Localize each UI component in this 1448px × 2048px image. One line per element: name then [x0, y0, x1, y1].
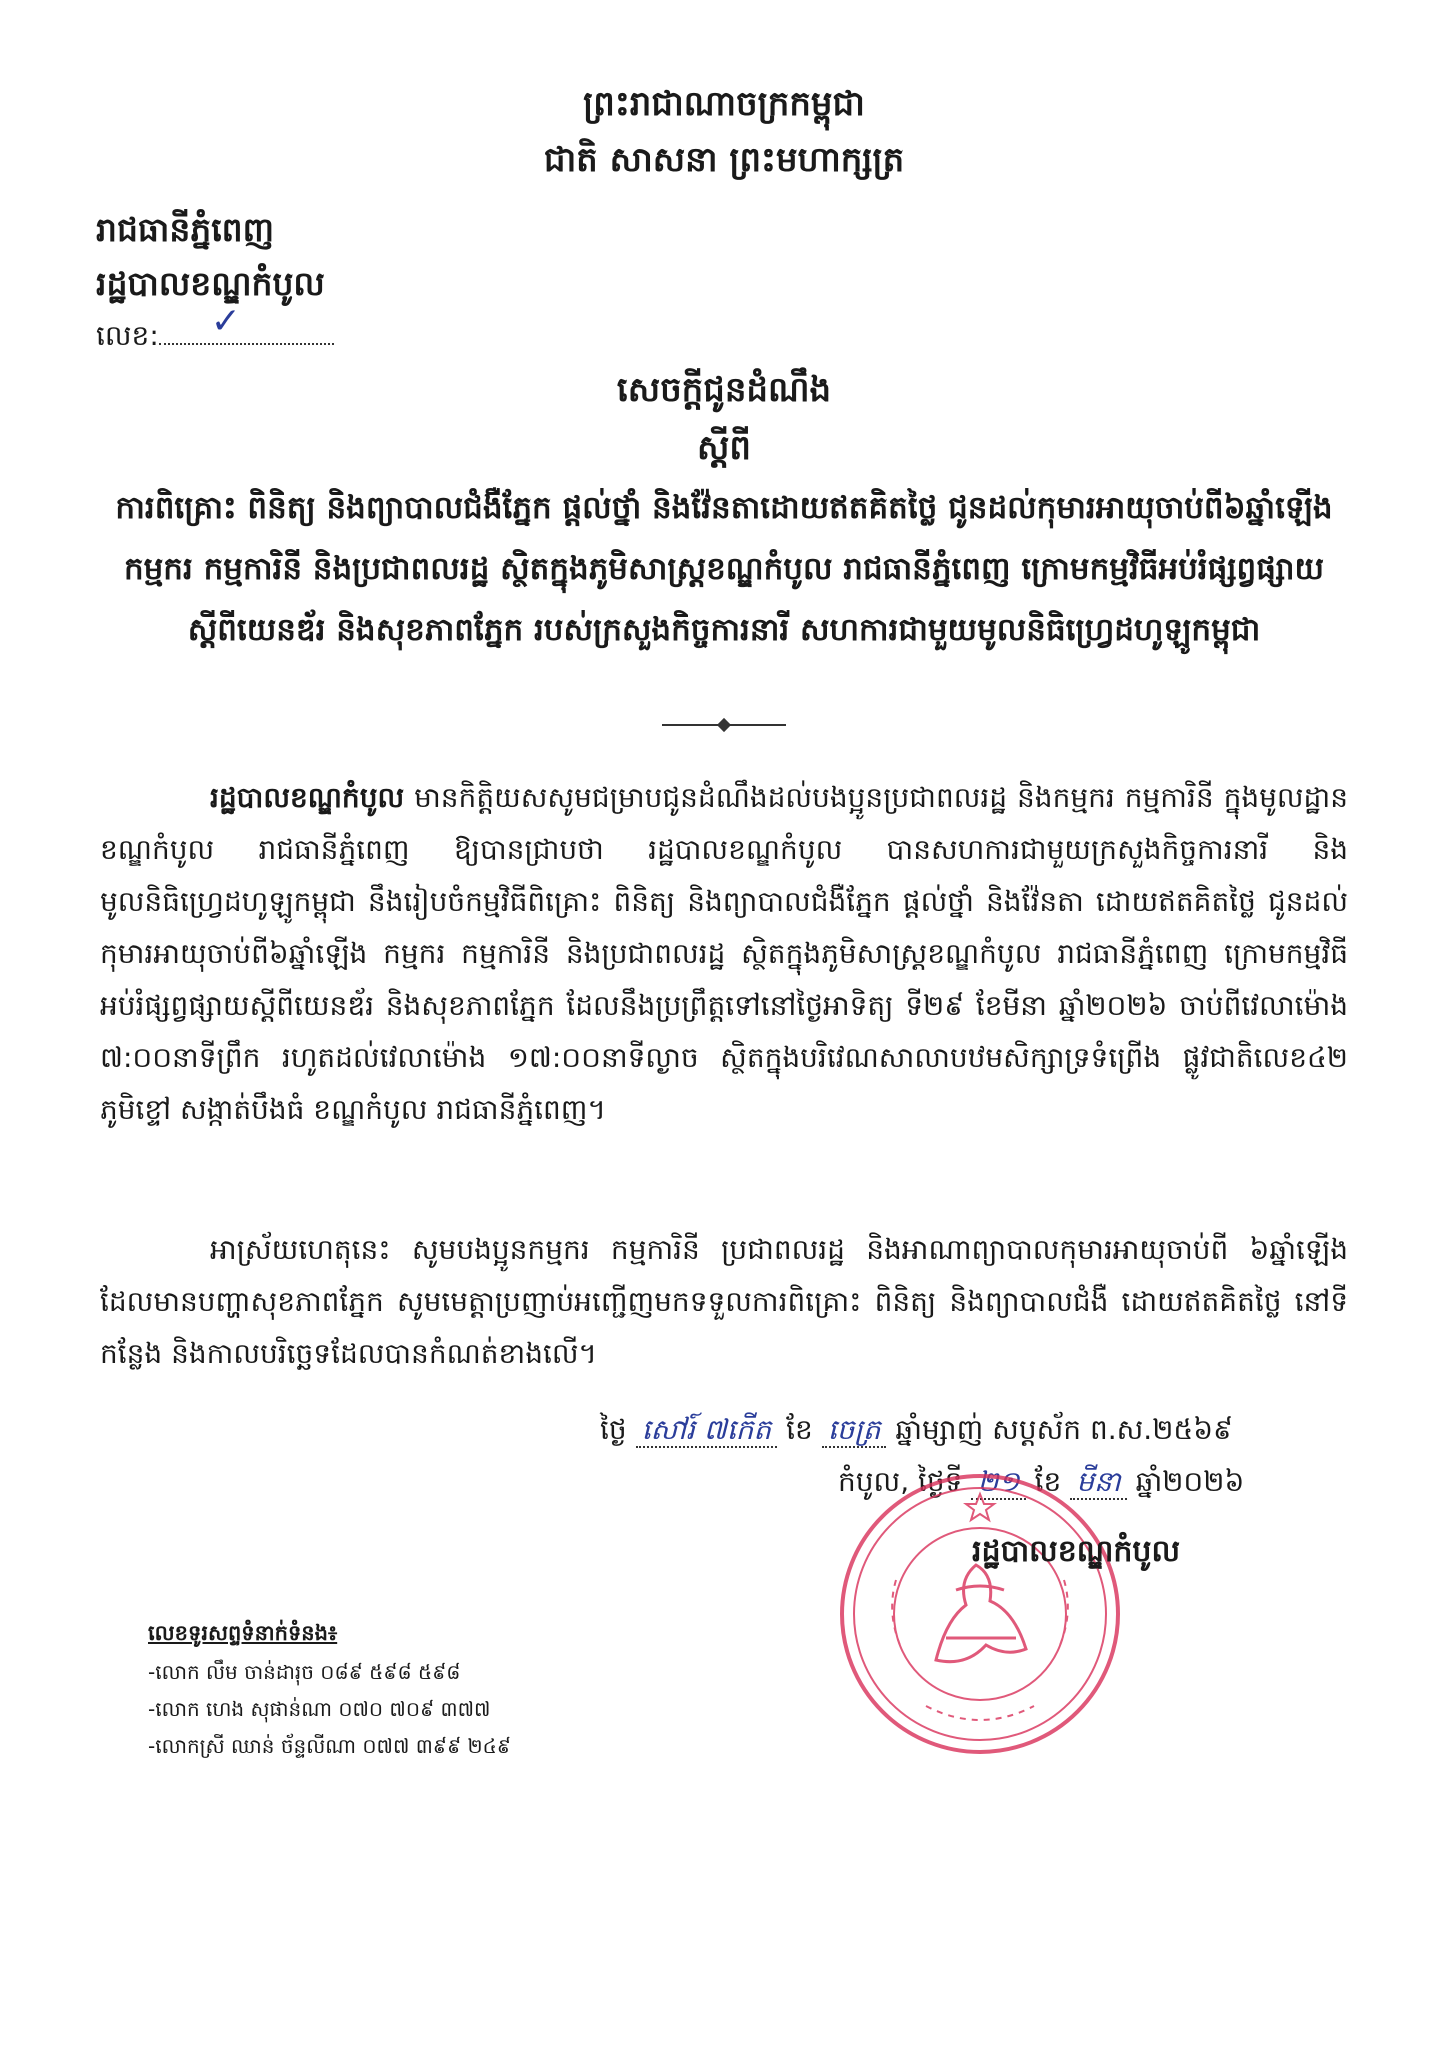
- capital-name: រាជធានីភ្នំពេញ: [96, 210, 275, 249]
- contact-item: -លោកស្រី ឈាន់ ច័ន្ទលីណា ០៧៧ ៣៩៩ ២៤៩: [148, 1734, 511, 1758]
- kingdom-heading: ព្រះរាជាណាចក្រកម្ពុជា: [583, 84, 865, 124]
- subject-text: ការពិគ្រោះ ពិនិត្យ និងព្យាបាលជំងឺភ្នែក ផ្តល់ថ្នាំ និងវ៉ែនតាដោយឥតគិតថ្លៃ ជូនដល់កុមារអាយុចាប់ពី៦ឆ្នាំឡើង កម្មករ កម្មការិនី និងប្រជាពលរដ្ឋ ស្ថិតក្នុងភូមិសាស្ត្រខណ្ឌកំបូល រាជធានីភ្នំពេញ ក្រោមកម្មវិធីអប់រំផ្សព្វផ្សាយស្តីពីយេនឌ័រ និងសុខភាពភ្នែក របស់ក្រសួងកិច្ចការនារី សហការជាមួយមូលនិធិហ្វ្រេដហូឡូកម្ពុជា: [115, 490, 1333, 648]
- official-seal-icon: [836, 1470, 1124, 1758]
- paragraph-2-text: អាស្រ័យហេតុនេះ សូមបងប្អូនកម្មករ កម្មការិនី ប្រជាពលរដ្ឋ និងអាណាព្យាបាលកុមារអាយុចាប់ពី ៦ឆ្នាំឡើង ដែលមានបញ្ហាសុខភាពភ្នែក សូមមេត្តាប្រញាប់អញ្ជើញមកទទួលការពិគ្រោះ ពិនិត្យ និងព្យាបាលជំងឺ ដោយឥតគិតថ្លៃ នៅទីកន្លែង និងកាលបរិច្ឆេទដែលបានកំណត់ខាងលើ។: [100, 1233, 1348, 1370]
- handwritten-lunar-month: ចេត្រ: [822, 1413, 887, 1448]
- document-title: សេចក្តីជូនដំណឹង: [616, 370, 832, 410]
- checkmark-icon: ✓: [210, 301, 241, 342]
- handwritten-lunar-day: សៅរ៍ ៧កើត: [636, 1413, 778, 1448]
- reference-blank: [159, 301, 334, 345]
- contact-item: -លោក លឹម ចាន់ដារុច ០៨៩ ៥៩៨ ៥៩៨: [148, 1660, 461, 1684]
- lead-authority: រដ្ឋបាលខណ្ឌកំបូល: [210, 781, 405, 814]
- lunar-date-line: [600, 1412, 1233, 1453]
- body-paragraph-2: [100, 1224, 1348, 1380]
- district-authority-name: រដ្ឋបាលខណ្ឌកំបូល: [96, 264, 325, 303]
- contact-list: [148, 1620, 511, 1770]
- body-paragraph-1: [100, 772, 1348, 1136]
- paragraph-1-text: មានកិត្តិយសសូមជម្រាបជូនដំណឹងដល់បងប្អូនប្រជាពលរដ្ឋ និងកម្មករ កម្មការិនី ក្នុងមូលដ្ឋានខណ្ឌកំបូល រាជធានីភ្នំពេញ ឱ្យបានជ្រាបថា រដ្ឋបាលខណ្ឌកំបូល បានសហការជាមួយក្រសួងកិច្ចការនារី និងមូលនិធិហ្វ្រេដហូឡូកម្ពុជា នឹងរៀបចំកម្មវិធីពិគ្រោះ ពិនិត្យ និងព្យាបាលជំងឺភ្នែក ផ្តល់ថ្នាំ និងវ៉ែនតា ដោយឥតគិតថ្លៃ ជូនដល់កុមារអាយុចាប់ពី៦ឆ្នាំឡើង កម្មករ កម្មការិនី និងប្រជាពលរដ្ឋ ស្ថិតក្នុងភូមិសាស្ត្រខណ្ឌកំបូល រាជធានីភ្នំពេញ ក្រោមកម្មវិធីអប់រំផ្សព្វផ្សាយស្តីពីយេនឌ័រ និងសុខភាពភ្នែក ដែលនឹងប្រព្រឹត្តទៅនៅថ្ងៃអាទិត្យ ទី២៩ ខែមីនា ឆ្នាំ២០២៦ ចាប់ពីវេលាម៉ោង ៧:០០នាទីព្រឹក រហូតដល់វេលាម៉ោង ១៧:០០នាទីល្ងាច ស្ថិតក្នុងបរិវេណសាលាបឋមសិក្សាទ្រទំព្រើង ផ្លូវជាតិលេខ៤២ ភូមិខ្ទៅ សង្កាត់បឹងធំ ខណ្ឌកំបូល រាជធានីភ្នំពេញ។: [100, 781, 1348, 1126]
- signatory-title: រដ្ឋបាលខណ្ឌកំបូល: [972, 1534, 1181, 1569]
- solar-day-label: កំបូល, ថ្ងៃទី: [838, 1465, 963, 1498]
- contact-heading: លេខទូរសព្ទទំនាក់ទំនង៖: [148, 1621, 338, 1645]
- solar-month-label: ខែ: [1034, 1465, 1062, 1498]
- handwritten-solar-day: ២១: [971, 1465, 1025, 1500]
- reference-label: លេខ:: [96, 319, 159, 352]
- handwritten-solar-month: មីនា: [1070, 1465, 1126, 1500]
- lunar-day-label: ថ្ងៃ: [600, 1413, 627, 1446]
- reference-number: [96, 301, 334, 359]
- subject-label: ស្តីពី: [697, 428, 751, 468]
- lunar-month-label: ខែ: [786, 1413, 813, 1446]
- lunar-year-text: ឆ្នាំម្សាញ់ សប្តស័ក ព.ស.២៥៦៩: [895, 1413, 1233, 1446]
- motto-heading: ជាតិ សាសនា ព្រះមហាក្សត្រ: [543, 140, 905, 180]
- section-divider: [662, 724, 786, 726]
- solar-year-text: ឆ្នាំ២០២៦: [1135, 1465, 1245, 1498]
- contact-item: -លោក ហេង សុផាន់ណា ០៧០ ៧០៩ ៣៧៧: [148, 1697, 491, 1721]
